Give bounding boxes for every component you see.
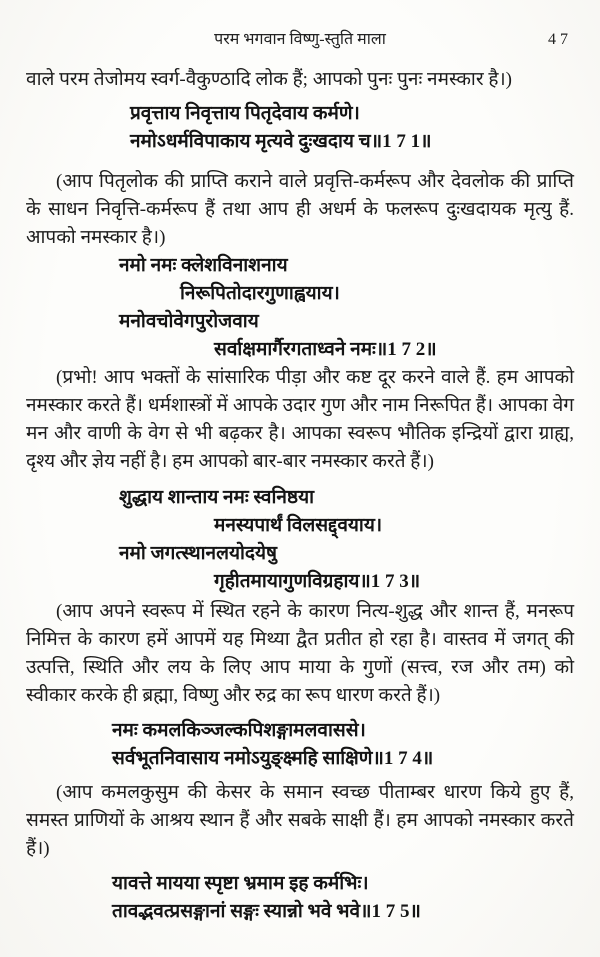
verse-line: नमोऽधर्मविपाकाय मृत्यवे दुःखदाय च॥1 7 1॥: [130, 131, 432, 152]
verse-line: प्रवृत्ताय निवृत्ताय पितृदेवाय कर्मणे।: [130, 103, 360, 124]
verse-line: नमो जगत्स्थानलयोदयेषु: [119, 543, 277, 564]
verse-174: [26, 717, 574, 773]
page-number: 47: [548, 31, 572, 48]
verse-line: मनोवचोवेगपुरोजवाय: [119, 311, 259, 332]
verse-line: सर्वभूतनिवासाय नमोऽयुङ्क्ष्महि साक्षिणे॥1 7 4॥: [112, 748, 434, 769]
commentary-paragraph-173: (आप अपने स्वरूप में स्थित रहने के कारण नित्य-शुद्ध और शान्त हैं, मनरूप निमित्त के कारण हमें आपमें यह मिथ्या द्वैत प्रतीत हो रहा है। वास्तव में जगत् की उत्पत्ति, स्थिति और लय के लिए आप माया के गुणों (सत्त्व, रज और तम) को स्वीकार करके ही ब्रह्मा, विष्णु और रुद्र का रूप धारण करते हैं।): [26, 601, 574, 706]
commentary-paragraph-172: (प्रभो! आप भक्तों के सांसारिक पीड़ा और कष्ट दूर करने वाले हैं. हम आपको नमस्कार करते हैं। धर्मशास्त्रों में आपके उदार गुण और नाम निरूपित हैं। आपका वेग मन और वाणी के वेग से भी बढ़कर है। आपका स्वरूप भौतिक इन्द्रियों द्वारा ग्राह्य, दृश्य और ज्ञेय नहीं है। हम आपको बार-बार नमस्कार करते हैं।): [26, 367, 574, 472]
verse-line: यावत्ते मायया स्पृष्टा भ्रमाम इह कर्मभिः।: [112, 873, 369, 894]
verse-171: [26, 100, 574, 156]
verse-line: गृहीतमायागुणविग्रहाय॥1 7 3॥: [214, 571, 421, 592]
verse-line: निरूपितोदारगुणाह्वयाय।: [180, 283, 340, 304]
verse-175: [26, 870, 574, 926]
verse-line: शुद्धाय शान्ताय नमः स्वनिष्ठया: [119, 487, 315, 508]
verse-line: मनस्यपार्थं विलसद्द्वयाय।: [214, 515, 383, 536]
verse-line: नमः कमलकिञ्जल्कपिशङ्गामलवाससे।: [112, 720, 366, 741]
verse-line: सर्वाक्षमार्गैरगताध्वने नमः॥1 7 2॥: [214, 339, 437, 360]
page-header: [0, 0, 600, 52]
page-title: परम भगवान विष्णु-स्तुति माला: [214, 31, 386, 48]
page-content: [0, 66, 600, 926]
verse-line: तावद्भवत्प्रसङ्गानां सङ्गः स्यान्नो भवे भवे॥1 7 5॥: [112, 901, 421, 922]
verse-173: [26, 484, 574, 596]
commentary-paragraph-171: (आप पितृलोक की प्राप्ति कराने वाले प्रवृत्ति-कर्मरूप और देवलोक की प्राप्ति के साधन निवृत्ति-कर्मरूप हैं तथा आप ही अधर्म के फलरूप दुःखदायक मृत्यु हैं. आपको नमस्कार है।): [26, 171, 574, 248]
verse-172: [26, 252, 574, 364]
paragraph-continuation: वाले परम तेजोमय स्वर्ग-वैकुण्ठादि लोक हैं; आपको पुनः पुनः नमस्कार है।): [26, 69, 512, 90]
commentary-paragraph-174: (आप कमलकुसुम की केसर के समान स्वच्छ पीताम्बर धारण किये हुए हैं, समस्त प्राणियों के आश्रय स्थान हैं और सबके साक्षी हैं। हम आपको नमस्कार करते हैं।): [26, 782, 574, 859]
verse-line: नमो नमः क्लेशविनाशनाय: [119, 255, 288, 276]
